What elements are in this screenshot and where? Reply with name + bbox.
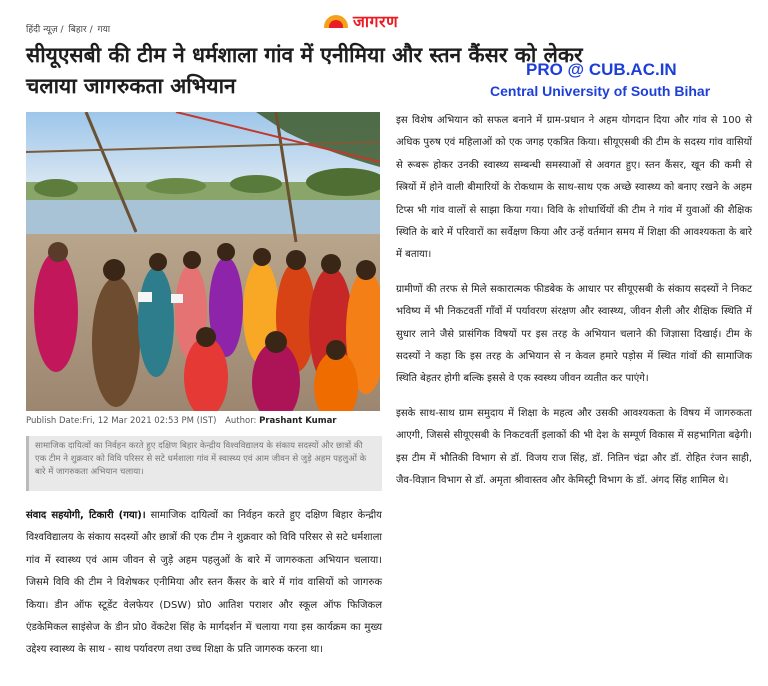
jagran-logo[interactable] (323, 10, 398, 32)
publish-date: Publish Date:Fri, 12 Mar 2021 02:53 PM (IST) (26, 416, 217, 426)
university-overlay-text: Central University of South Bihar (490, 83, 711, 99)
sun-icon (323, 14, 349, 28)
breadcrumb (26, 22, 110, 35)
photo-caption: सामाजिक दायित्वों का निर्वहन करते हुए दक्षिण बिहार केन्द्रीय विश्वविद्यालय के संकाय सदस्यों और छात्रों की एक टीम ने शुक्रवार को विवि परिसर से सटे धर्मशाला गांव में स्वास्थ्य एवं आम जीवन से जुड़े अहम पहलुओं के बारे में जागरुकता अभियान चलाया। (26, 436, 382, 491)
village-gathering-illustration (26, 112, 380, 411)
article-meta (26, 416, 337, 426)
article-body-right (396, 110, 752, 505)
pro-overlay-text: PRO @ CUB.AC.IN (526, 60, 677, 79)
article-paragraph: ग्रामीणों की तरफ से मिले सकारात्मक फीडबेक के आधार पर सीयूएसबी के संकाय सदस्यों ने निकट भविष्य में भी निकटवर्ती गाँवों में पर्यावरण संरक्षण और स्वास्थ्य, जीवन शैली और शैक्षिक स्थिति में सुधार लाने जैसे प्रासंगिक विषयों पर इस तरह के अभियान चलाने की जिज्ञासा दिखाई। टीम के सदस्यों ने कहा कि इस तरह के अभियान से न केवल हमारे पड़ोस में स्थित गांवों की सामाजिक स्थिति बेहतर होगी बल्कि इससे वे एक स्वस्थ्य जीवन व्यतीत कर पाएंगे। (396, 283, 752, 385)
breadcrumb-separator: / (89, 25, 93, 35)
article-photo (26, 112, 380, 411)
breadcrumb-item-hindi-news[interactable]: हिंदी न्यूज़ (26, 25, 58, 35)
breadcrumb-item-bihar[interactable]: बिहार (68, 25, 87, 35)
article-paragraph: इसके साथ-साथ ग्राम समुदाय में शिक्षा के महत्व और उसकी आवश्यकता के विषय में जागरुकता आएगी, जिससे सीयूएसबी के निकटवर्ती इलाकों की भी देश के सम्पूर्ण विकास में सहभागिता बढ़ेगी। इस टीम में भौतिकी विभाग से डॉ. विजय राज सिंह, डॉ. नितिन चंद्रा और डॉ. रोहित रंजन साही, जैव-विज्ञान विभाग से डॉ. अमृता श्रीवास्तव और केमिस्ट्री विभाग के डॉ. अंगद सिंह शामिल थे। (396, 407, 752, 487)
author-label: Author: (225, 416, 257, 426)
author-line (225, 416, 336, 426)
dateline: संवाद सहयोगी, टिकारी (गया)। (26, 510, 146, 521)
article-paragraph: इस विशेष अभियान को सफल बनाने में ग्राम-प्रधान ने अहम योगदान दिया और गांव से 100 से अधिक पुरुष एवं महिलाओं को एक जगह एकत्रित किया। सीयूएसबी की टीम के सदस्य गांव वासियों से रूबरू होकर उनकी स्वास्थ्य सम्बन्धी समस्याओं से अवगत हुए। स्तन कैंसर, खून की कमी से स्त्रियों में होने वाली बीमारियों के रोकथाम के साथ-साथ एक अच्छे स्वास्थ्य को बनाए रखने के अहम टिप्स भी गांव वालों से साझा किया गया। विवि के शोधार्थियों की टीम ने गांव में युवाओं की शैक्षिक स्थिति के बारे में परिवारों का सर्वेक्षण किया और उन्हें वर्तमान समय में शिक्षा की आवश्यकता के बारे में बताया। (396, 115, 752, 261)
page-title: सीयूएसबी की टीम ने धर्मशाला गांव में एनीमिया और स्तन कैंसर को लेकर चलाया जागरुकता अभियान (26, 43, 583, 98)
breadcrumb-separator: / (60, 25, 64, 35)
article-lead: सामाजिक दायित्वों का निर्वहन करते हुए दक्षिण बिहार केन्द्रीय विश्वविद्यालय के संकाय सदस्यों और छात्रों की एक टीम ने शुक्रवार को विवि परिसर से सटे धर्मशाला गांव में स्वास्थ्य एवं आम जीवन से जुड़े अहम पहलुओं के बारे में जागरुकता अभियान चलाया। जिसमे विवि की टीम ने विशेषकर एनीमिया और स्तन कैंसर के बारे में गांव वासियों को जागरुक किया। डीन ऑफ स्टूडेंट वेलफेयर (DSW) प्रो0 आतिश पराशर और स्कूल ऑफ फिजिकल एंडकेमिकल साइंसेज के डीन प्रो0 वेंकटेश सिंह के मार्गदर्शन में चलाया गया इस कार्यक्रम का मुख्य उद्देश्य स्वास्थ्य के साथ - साथ पर्यावरण तथा उच्च शिक्षा के प्रति जागरुक करना था। (26, 510, 382, 656)
breadcrumb-item-gaya[interactable]: गया (97, 25, 111, 35)
logo-text: जागरण (353, 12, 399, 31)
article-body-left (26, 505, 382, 662)
author-name[interactable]: Prashant Kumar (259, 416, 337, 426)
